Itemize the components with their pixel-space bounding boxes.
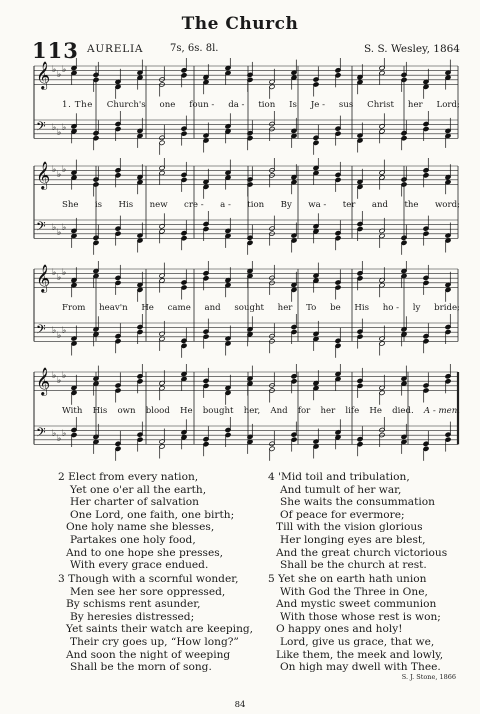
verse-line: Of peace for evermore; — [280, 508, 405, 521]
lyric-word: He — [180, 406, 193, 416]
lyric-word: tion — [247, 200, 265, 210]
lyric-word: the — [404, 200, 419, 210]
lyric-word: Church's — [106, 100, 146, 110]
verse-number: 5 — [268, 573, 275, 585]
verse-line: With God the Three in One, — [280, 585, 428, 598]
section-title: The Church — [181, 14, 299, 34]
flat-icon: ♭ — [57, 273, 62, 283]
lyric-word: sus — [338, 100, 354, 110]
verse-line: Her charter of salvation — [70, 496, 199, 509]
lyric-word: cre - — [184, 200, 204, 210]
flat-icon: ♭ — [57, 228, 62, 238]
lyric-word: blood — [145, 406, 170, 416]
lyric-word: Is — [289, 100, 297, 110]
lyric-word: He — [369, 406, 382, 416]
flat-icon: ♭ — [52, 65, 57, 75]
verse-line: One holy name she blesses, — [66, 521, 215, 534]
lyric-word: sought — [234, 303, 264, 313]
verse-3 — [58, 573, 253, 674]
lyric-word: word; — [434, 200, 460, 210]
bass-clef-icon: 𝄢 — [36, 219, 46, 237]
lyric-word: da - — [228, 100, 245, 110]
lyric-word: and — [204, 303, 221, 313]
lyric-word: bought — [202, 406, 234, 416]
tune-name: AURELIA — [87, 43, 144, 55]
music-system-1 — [0, 58, 480, 164]
music-system-2 — [0, 158, 480, 264]
treble-clef-icon: 𝄞 — [36, 264, 51, 292]
lyric-word: From — [62, 303, 86, 313]
verse-line: 2 Elect from every nation, — [58, 471, 199, 483]
lyric-word: is — [94, 200, 103, 210]
verse-line: On high may dwell with Thee. — [280, 661, 441, 674]
lyric-word: His — [118, 200, 134, 210]
flat-icon: ♭ — [52, 268, 57, 278]
music-system-4 — [0, 364, 480, 470]
lyric-word: be — [330, 303, 341, 313]
treble-clef-icon: 𝄞 — [36, 367, 51, 395]
bass-clef-icon: 𝄢 — [36, 322, 46, 340]
page-number: 84 — [234, 700, 246, 710]
lyric-word: died. — [392, 406, 414, 416]
verse-line: 4 'Mid toil and tribulation, — [268, 471, 410, 483]
bass-clef-icon: 𝄢 — [36, 119, 46, 137]
flat-icon: ♭ — [62, 268, 67, 278]
flat-icon: ♭ — [52, 371, 57, 381]
flat-icon: ♭ — [52, 223, 57, 233]
treble-clef-icon: 𝄞 — [36, 161, 51, 189]
verse-line: Men see her sore oppressed, — [70, 585, 226, 598]
music-system-3 — [0, 261, 480, 367]
verse-line: Lord, give us grace, that we, — [280, 635, 435, 648]
lyric-word: her — [407, 100, 423, 110]
lyric-word: Je - — [310, 100, 326, 110]
verse-line: Yet one o'er all the earth, — [70, 483, 207, 496]
verse-line: 3 Though with a scornful wonder, — [58, 573, 239, 585]
lyric-word: one — [159, 100, 176, 110]
lyric-word: With — [62, 406, 83, 416]
lyric-word: for — [297, 406, 311, 416]
verse-line: Shall be the morn of song. — [70, 661, 212, 674]
lyric-word: a - — [220, 200, 231, 210]
verse-number: 4 — [268, 471, 275, 483]
verse-line: Like them, the meek and lowly, — [276, 648, 444, 661]
verse-line: With every grace endued. — [70, 559, 209, 572]
lyric-word: ly — [412, 303, 421, 313]
lyric-word: new — [149, 200, 168, 210]
bass-clef-icon: 𝄢 — [36, 425, 46, 443]
lyric-word: wa - — [308, 200, 327, 210]
flat-icon: ♭ — [57, 376, 62, 386]
hymn-number: 113 — [32, 38, 79, 63]
lyric-word: ter — [342, 200, 356, 210]
lyric-word: tion — [258, 100, 276, 110]
lyric-line-4 — [62, 406, 460, 416]
verse-line: And the great church victorious — [276, 546, 448, 559]
lyric-line-3 — [62, 303, 460, 313]
flat-icon: ♭ — [62, 326, 67, 336]
verse-line: And tumult of her war, — [280, 483, 402, 496]
verse-line: Till with the vision glorious — [276, 521, 423, 534]
flat-icon: ♭ — [57, 128, 62, 138]
author-credit: S. J. Stone, 1866 — [401, 673, 456, 681]
lyric-word: her — [320, 406, 336, 416]
flat-icon: ♭ — [62, 371, 67, 381]
lyric-word: her, — [243, 406, 261, 416]
verse-line: And mystic sweet communion — [276, 598, 437, 611]
flat-icon: ♭ — [62, 65, 67, 75]
lyric-word: Lord; — [436, 100, 460, 110]
lyric-word: 1. The — [62, 100, 93, 110]
lyric-word: own — [117, 406, 136, 416]
verse-line: She waits the consummation — [280, 496, 435, 509]
meter: 7s, 6s. 8l. — [170, 43, 219, 54]
lyric-word: her — [277, 303, 293, 313]
verse-line: Their cry goes up, “How long?” — [70, 635, 239, 648]
lyric-line-2 — [62, 200, 460, 210]
verse-number: 2 — [58, 471, 65, 483]
lyric-line-1 — [62, 100, 460, 110]
verse-4 — [268, 471, 447, 572]
lyric-word: came — [167, 303, 191, 313]
lyric-word: His — [92, 406, 108, 416]
flat-icon: ♭ — [57, 331, 62, 341]
verse-line: Shall be the church at rest. — [280, 559, 427, 572]
flat-icon: ♭ — [52, 123, 57, 133]
lyric-word: Christ — [367, 100, 395, 110]
lyric-word: ho - — [382, 303, 400, 313]
flat-icon: ♭ — [57, 70, 62, 80]
verse-line: O happy ones and holy! — [276, 623, 403, 636]
lyric-word: life — [345, 406, 360, 416]
lyric-word: bride; — [434, 303, 460, 313]
flat-icon: ♭ — [62, 165, 67, 175]
verse-number: 3 — [58, 573, 65, 585]
verse-line: By schisms rent asunder, — [66, 598, 201, 611]
lyric-word: His — [354, 303, 370, 313]
flat-icon: ♭ — [57, 434, 62, 444]
composer: S. S. Wesley, 1864 — [363, 43, 460, 55]
lyric-word: and — [371, 200, 389, 210]
verse-line: With those whose rest is won; — [280, 610, 441, 623]
treble-clef-icon: 𝄞 — [36, 61, 51, 89]
verse-2 — [58, 471, 234, 572]
lyric-word: By — [280, 200, 292, 210]
verse-line: Yet saints their watch are keeping, — [66, 623, 254, 636]
verse-line: Partakes one holy food, — [70, 533, 196, 546]
flat-icon: ♭ — [62, 123, 67, 133]
verse-line: And soon the night of weeping — [66, 648, 231, 661]
flat-icon: ♭ — [62, 429, 67, 439]
lyric-word: He — [141, 303, 154, 313]
verse-line: One Lord, one faith, one birth; — [70, 508, 235, 521]
verse-line: 5 Yet she on earth hath union — [268, 573, 427, 585]
lyric-word: She — [62, 200, 79, 210]
lyric-word: A - men. — [423, 406, 460, 416]
verse-5 — [268, 573, 443, 674]
flat-icon: ♭ — [57, 170, 62, 180]
lyric-word: heav'n — [99, 303, 128, 313]
flat-icon: ♭ — [62, 223, 67, 233]
verse-line: By heresies distressed; — [70, 610, 195, 623]
flat-icon: ♭ — [52, 165, 57, 175]
lyric-word: To — [306, 303, 317, 313]
lyric-word: And — [270, 406, 288, 416]
flat-icon: ♭ — [52, 326, 57, 336]
flat-icon: ♭ — [52, 429, 57, 439]
verse-line: And to one hope she presses, — [66, 546, 224, 559]
lyric-word: foun - — [189, 100, 215, 110]
verse-line: Her longing eyes are blest, — [280, 533, 426, 546]
